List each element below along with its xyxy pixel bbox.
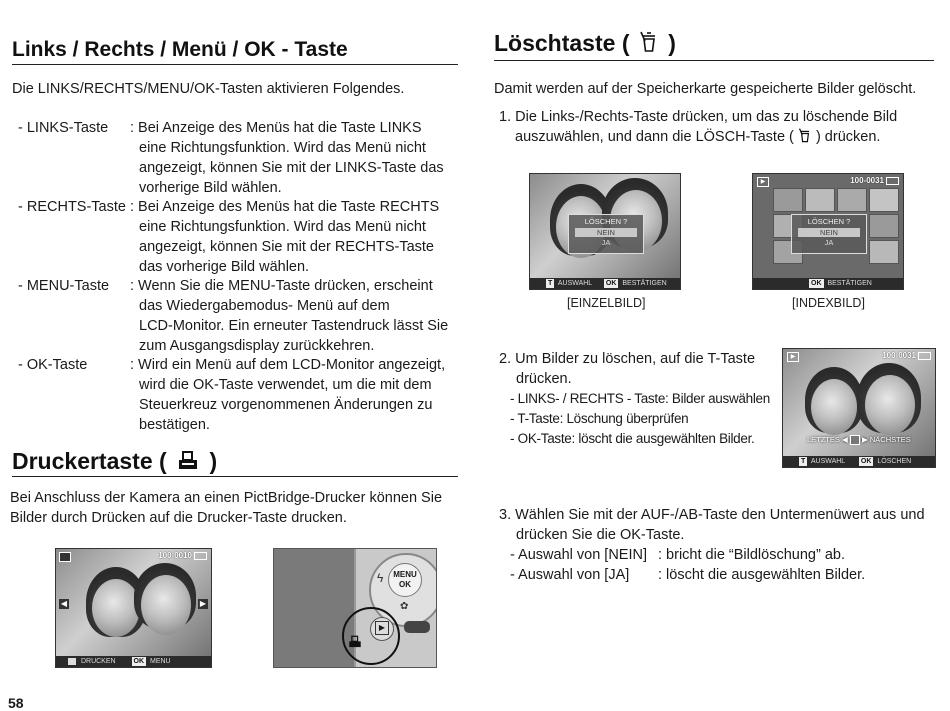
desc-menu-4: zum Ausgangsdisplay zurückkehren.: [139, 338, 375, 354]
bar-label: LÖSCHEN: [877, 458, 912, 465]
screen-bottom-bar: [753, 278, 903, 289]
section-title-nav-keys: [12, 38, 458, 65]
counter: 100-0031: [882, 351, 931, 360]
ok-label: OK: [399, 580, 411, 589]
screen-bottom-bar: [56, 656, 211, 667]
page-number: 58: [8, 695, 24, 711]
battery-icon: [886, 177, 899, 185]
option-yes[interactable]: JA: [824, 238, 834, 247]
desc-menu-1: : Wenn Sie die MENU-Taste drücken, erscheint: [130, 278, 433, 294]
printer-playback-screen: [55, 548, 212, 668]
key-ok: OK: [133, 658, 145, 665]
desc-links-4: vorherige Bild wählen.: [139, 180, 282, 196]
bar-label: BESTÄTIGEN: [827, 280, 872, 287]
key-ok: OK: [811, 280, 822, 287]
section-title-delete-key: [494, 30, 934, 61]
caption-single: [EINZELBILD]: [567, 296, 646, 310]
arrow-right-icon: ▶: [862, 435, 868, 444]
section-title-printer-key: [12, 448, 458, 477]
prev-label: LETZTES: [807, 435, 840, 444]
option-no[interactable]: NEIN: [798, 228, 860, 237]
camera-lcd: [274, 549, 356, 667]
battery-icon: [918, 352, 931, 360]
step2-bullet-2: - T-Taste: Löschung überprüfen: [510, 411, 689, 426]
title-text: Löschtaste (: [494, 30, 630, 56]
option-term: - Auswahl von [JA]: [510, 567, 630, 583]
arrow-right-icon: ▶: [199, 599, 207, 608]
option-yes[interactable]: JA: [601, 238, 611, 247]
delete-single-screen: [529, 173, 681, 290]
delete-index-screen: [752, 173, 904, 290]
desc-ok-1: : Wird ein Menü auf dem LCD-Monitor angezeigt,: [130, 357, 446, 373]
arrow-left-icon: ◀: [842, 435, 848, 444]
key-t: T: [801, 458, 806, 465]
battery-icon: [194, 552, 207, 560]
term-rechts: - RECHTS-Taste: [18, 199, 126, 215]
option-no[interactable]: NEIN: [575, 228, 637, 237]
camera-back-illustration: [273, 548, 437, 668]
step2-bullet-1: - LINKS- / RECHTS - Taste: Bilder auswählen: [510, 391, 770, 406]
bar-label: DRUCKEN: [80, 658, 116, 665]
desc-rechts-2: eine Richtungsfunktion. Wird das Menü nicht: [139, 219, 426, 235]
screen-bottom-bar: [783, 456, 935, 467]
counter: 100-0010: [158, 551, 207, 560]
option-term: - Auswahl von [NEIN]: [510, 547, 647, 563]
step3-line2: drücken Sie die OK-Taste.: [516, 527, 685, 543]
caption-index: [INDEXBILD]: [792, 296, 865, 310]
desc-menu-3: LCD-Monitor. Ein erneuter Tastendruck lässt Sie: [139, 318, 449, 334]
key-ok: OK: [860, 458, 872, 465]
printer-icon: [348, 635, 362, 649]
desc-menu-2: das Wiedergabemodus- Menü auf dem: [139, 298, 390, 314]
delete-select-screen: [782, 348, 936, 468]
step1-line1: 1. Die Links-/Rechts-Taste drücken, um das zu löschende Bild: [499, 109, 898, 125]
select-nav: [807, 435, 911, 445]
step3-line1: 3. Wählen Sie mit der AUF-/AB-Taste den Untermenüwert aus und: [499, 507, 925, 523]
term-menu: - MENU-Taste: [18, 278, 110, 294]
delete-dialog: [568, 214, 644, 254]
delete-intro: Damit werden auf der Speicherkarte gespeicherte Bilder gelöscht.: [494, 81, 917, 97]
term-links: - LINKS-Taste: [18, 120, 109, 136]
printer-text-2: Bilder durch Drücken auf die Drucker-Taste drucken.: [10, 510, 347, 526]
desc-links-1: : Bei Anzeige des Menüs hat die Taste LINKS: [130, 120, 422, 136]
title-text: Druckertaste (: [12, 448, 167, 474]
dialog-title: LÖSCHEN ?: [807, 217, 851, 226]
step1-text: auszuwählen, und dann die LÖSCH-Taste (: [515, 129, 794, 145]
section-intro: Die LINKS/RECHTS/MENU/OK-Tasten aktivieren Folgendes.: [12, 81, 405, 97]
desc-ok-2: wird die OK-Taste verwendet, um die mit dem: [139, 377, 432, 393]
bar-label: AUSWAHL: [557, 280, 592, 287]
option-desc: : bricht die “Bildlöschung” ab.: [658, 547, 845, 563]
macro-icon: ✿: [400, 601, 409, 612]
printer-icon: [177, 451, 199, 471]
counter: 100-0031: [850, 176, 899, 185]
title-text: Links / Rechts / Menü / OK - Taste: [12, 38, 348, 61]
printer-text-1: Bei Anschluss der Kamera an einen PictBridge-Drucker können Sie: [10, 490, 443, 506]
play-icon: ▶: [757, 177, 769, 187]
play-icon: ▶: [375, 621, 389, 635]
step3-option-yes: [510, 565, 940, 585]
option-desc: : löscht die ausgewählten Bilder.: [658, 567, 866, 583]
key-t: T: [548, 280, 553, 287]
printer-icon: [68, 658, 76, 665]
arrow-left-icon: ◀: [60, 599, 68, 608]
title-end: ): [209, 448, 218, 474]
play-icon: ▶: [787, 352, 799, 362]
key-list: [18, 118, 458, 434]
mode-icon: [59, 552, 71, 562]
desc-links-3: angezeigt, können Sie mit der LINKS-Taste das: [139, 160, 444, 176]
step3-option-no: [510, 545, 940, 565]
trash-icon: [798, 128, 812, 143]
step2-line1: 2. Um Bilder zu löschen, auf die T-Taste: [499, 351, 756, 367]
desc-rechts-1: : Bei Anzeige des Menüs hat die Taste RECHTS: [130, 199, 440, 215]
delete-button: [404, 621, 430, 633]
desc-ok-4: bestätigen.: [139, 417, 210, 433]
title-end: ): [668, 30, 676, 56]
bar-label: MENU: [149, 658, 171, 665]
key-ok: OK: [605, 280, 617, 287]
step2-line2: drücken.: [516, 371, 572, 387]
next-label: NÄCHSTES: [869, 435, 911, 444]
menu-ok-button: [388, 563, 422, 597]
screen-bottom-bar: [530, 278, 680, 289]
flash-icon: ϟ: [377, 571, 384, 585]
desc-rechts-3: angezeigt, können Sie mit der RECHTS-Taste: [139, 239, 434, 255]
menu-label: MENU: [393, 570, 417, 579]
trash-icon: [639, 31, 659, 53]
term-ok: - OK-Taste: [18, 357, 88, 373]
dialog-title: LÖSCHEN ?: [584, 217, 628, 226]
step2-bullet-3: - OK-Taste: löscht die ausgewählten Bilder.: [510, 431, 755, 446]
desc-links-2: eine Richtungsfunktion. Wird das Menü nicht: [139, 140, 426, 156]
bar-label: AUSWAHL: [810, 458, 845, 465]
desc-ok-3: Steuerkreuz vorgenommenen Änderungen zu: [139, 397, 433, 413]
step1-line2: [515, 127, 880, 147]
delete-dialog: [791, 214, 867, 254]
bar-label: BESTÄTIGEN: [622, 280, 667, 287]
desc-rechts-4: das vorherige Bild wählen.: [139, 259, 310, 275]
step1-text-end: ) drücken.: [815, 129, 881, 145]
checkbox-icon[interactable]: [850, 435, 860, 445]
